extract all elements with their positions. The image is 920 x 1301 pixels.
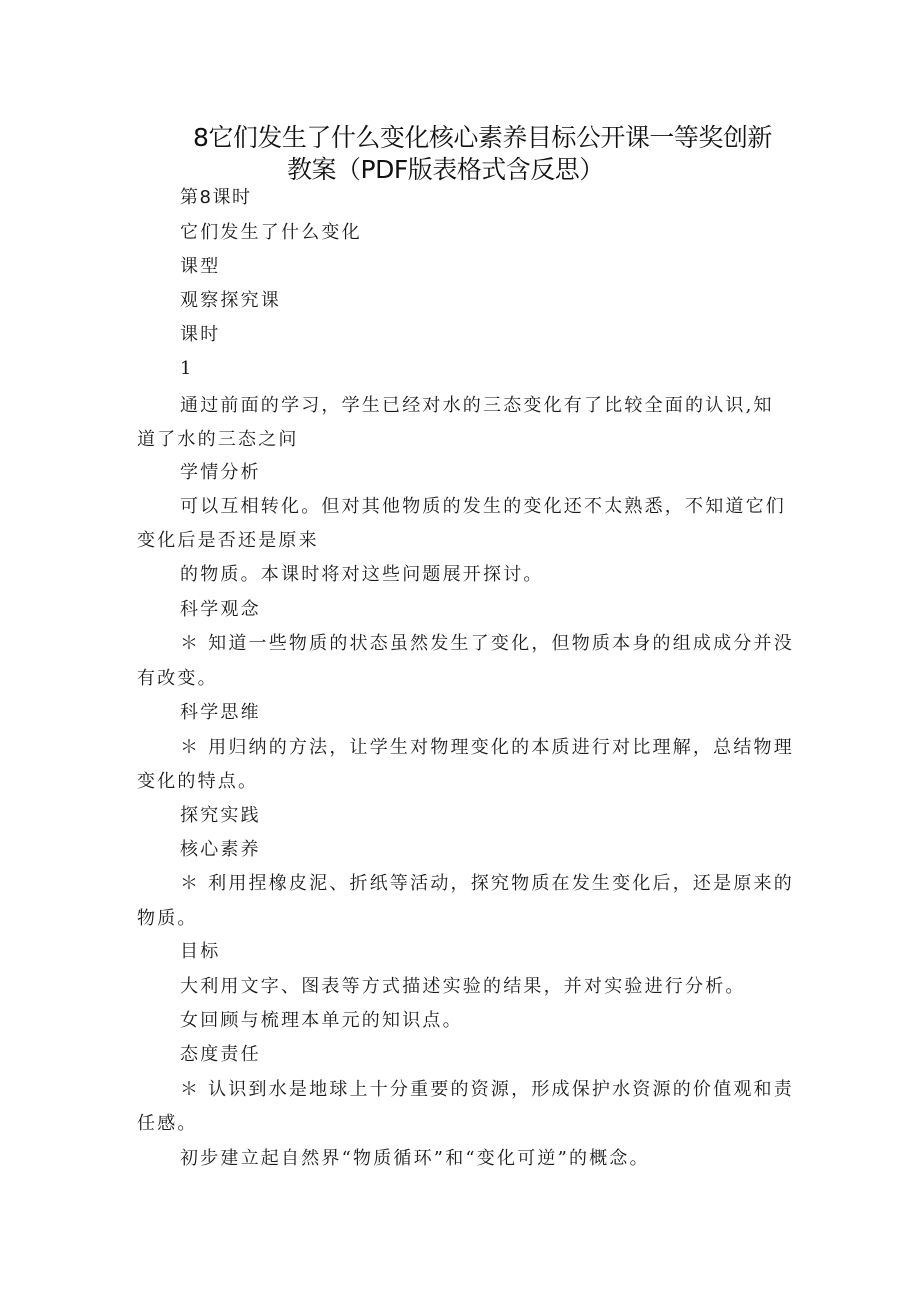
period-value: 1	[180, 358, 194, 379]
lesson-number: 第8课时	[180, 187, 252, 208]
goal-text-1: 大利用文字、图表等方式描述实验的结果，并对实验进行分析。	[180, 976, 746, 997]
analysis-text-1a: 通过前面的学习，学生已经对水的三态变化有了比较全面的认识,知	[180, 395, 774, 416]
thinking-text-a: ＊ 用归纳的方法，让学生对物理变化的本质进行对比理解，总结物理	[180, 737, 794, 758]
thinking-text-b: 变化的特点。	[137, 771, 259, 792]
core-label: 核心素养	[180, 839, 261, 860]
concept-text-b: 有改变。	[137, 668, 218, 689]
analysis-text-2b: 变化后是否还是原来	[137, 530, 319, 551]
type-label: 课型	[180, 256, 221, 277]
analysis-label: 学情分析	[180, 462, 261, 483]
analysis-text-1b: 道了水的三态之问	[137, 429, 299, 450]
attitude-text-2: 初步建立起自然界“物质循环”和“变化可逆”的概念。	[180, 1148, 650, 1169]
lesson-name: 它们发生了什么变化	[180, 222, 362, 243]
concept-label: 科学观念	[180, 599, 261, 620]
practice-label: 探究实践	[180, 805, 261, 826]
period-label: 课时	[180, 324, 221, 345]
type-value: 观察探究课	[180, 290, 281, 311]
analysis-text-2a: 可以互相转化。但对其他物质的发生的变化还不太熟悉，不知道它们	[180, 496, 786, 517]
attitude-text-b: 任感。	[137, 1113, 198, 1134]
practice-text-a: ＊ 利用捏橡皮泥、折纸等活动，探究物质在发生变化后，还是原来的	[180, 873, 794, 894]
attitude-text-a: ＊ 认识到水是地球上十分重要的资源，形成保护水资源的价值观和责	[180, 1079, 794, 1100]
thinking-label: 科学思维	[180, 702, 261, 723]
analysis-text-3: 的物质。本课时将对这些问题展开探讨。	[180, 564, 544, 585]
document-title-line-2: 教案（PDF版表格式含反思）	[287, 155, 604, 184]
goal-text-2: 女回顾与梳理本单元的知识点。	[180, 1010, 463, 1031]
document-title-line-1: 8它们发生了什么变化核心素养目标公开课一等奖创新	[193, 123, 772, 152]
goal-label: 目标	[180, 941, 221, 962]
attitude-label: 态度责任	[180, 1044, 261, 1065]
concept-text-a: ＊ 知道一些物质的状态虽然发生了变化，但物质本身的组成成分并没	[180, 633, 794, 654]
practice-text-b: 物质。	[137, 908, 198, 929]
